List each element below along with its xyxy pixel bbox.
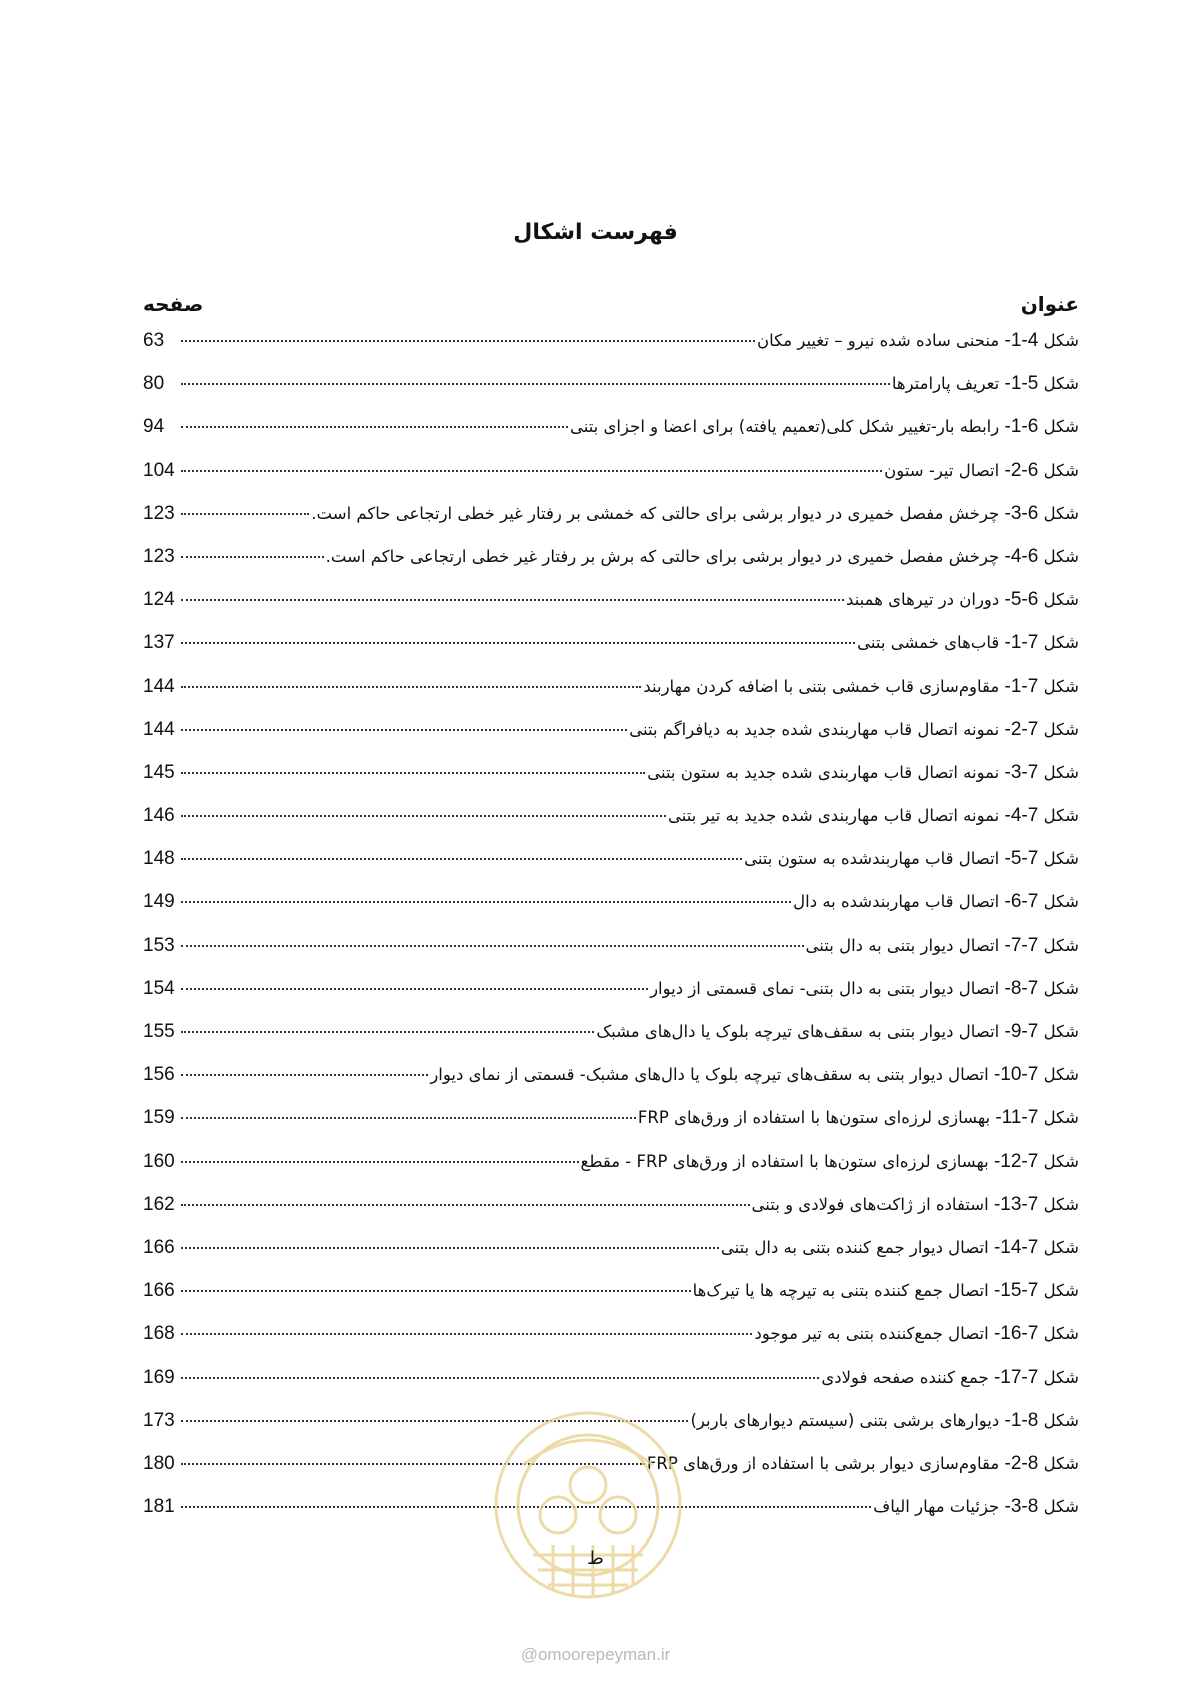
- toc-entry[interactable]: [143, 1323, 1079, 1366]
- page-column-header: صفحه: [143, 292, 204, 316]
- dot-leader: [181, 1161, 579, 1163]
- entry-number: 7-17-: [993, 1366, 1039, 1388]
- entry-number: 7-3-: [1004, 761, 1039, 783]
- entry-page: 173: [143, 1409, 175, 1431]
- dot-leader: [181, 729, 627, 731]
- entry-title: [629, 719, 1079, 741]
- entry-number: 6-2-: [1004, 459, 1039, 481]
- toc-entry[interactable]: [143, 1280, 1079, 1323]
- entry-number: 7-14-: [993, 1236, 1039, 1258]
- entry-title: [892, 373, 1079, 395]
- entry-title: [744, 848, 1079, 870]
- entry-text: بهسازی لرزه‌ای ستون‌ها با استفاده از ورق‌های FRP: [637, 1108, 991, 1128]
- toc-entry[interactable]: [143, 589, 1079, 632]
- entry-text: نمونه اتصال قاب مهاربندی شده جدید به تیر بتنی: [668, 806, 1000, 826]
- entry-text: اتصال دیوار بتنی به سقف‌های تیرچه بلوک یا دال‌های مشبک: [596, 1022, 1000, 1041]
- dot-leader: [181, 556, 324, 558]
- entry-page: 123: [143, 545, 175, 567]
- entry-title: [690, 1410, 1079, 1432]
- entry-number: 7-11-: [995, 1107, 1039, 1129]
- dot-leader: [181, 858, 742, 860]
- dot-leader: [181, 513, 309, 515]
- entry-text: اتصال دیوار بتنی به دال بتنی- نمای قسمتی از دیوار: [650, 978, 1000, 998]
- entry-label: شکل: [1043, 676, 1079, 696]
- entry-title: [668, 805, 1079, 827]
- entry-page: 162: [143, 1193, 175, 1215]
- dot-leader: [181, 383, 890, 385]
- toc-entry[interactable]: [143, 546, 1079, 589]
- entry-number: 7-12-: [993, 1150, 1039, 1172]
- entry-label: شکل: [1043, 1453, 1079, 1473]
- entry-title: [311, 503, 1079, 525]
- entry-label: شکل: [1043, 1065, 1079, 1085]
- entry-title: [638, 1107, 1079, 1129]
- entry-title: [570, 416, 1079, 438]
- toc-entry[interactable]: [143, 891, 1079, 934]
- dot-leader: [181, 1031, 594, 1033]
- entry-page: 180: [143, 1452, 175, 1474]
- entry-label: شکل: [1043, 892, 1079, 912]
- entry-text: جزئیات مهار الیاف: [873, 1497, 1000, 1517]
- entry-text: اتصال جمع‌کننده بتنی به تیر موجود: [754, 1324, 989, 1344]
- entry-page: 156: [143, 1064, 175, 1086]
- entry-page: 153: [143, 934, 175, 956]
- dot-leader: [181, 1204, 750, 1206]
- entry-number: 7-10-: [993, 1064, 1039, 1086]
- entry-number: 8-1-: [1004, 1409, 1039, 1431]
- entry-text: منحنی ساده شده نیرو – تغییر مکان: [757, 331, 1000, 350]
- entry-title: [596, 1021, 1079, 1043]
- entry-page: 123: [143, 502, 175, 524]
- entry-title: [430, 1064, 1079, 1086]
- dot-leader: [181, 901, 791, 903]
- toc-entry[interactable]: [143, 503, 1079, 546]
- title-column-header: عنوان: [1020, 292, 1079, 316]
- entry-text: مقاوم‌سازی قاب خمشی بتنی با اضافه کردن مهاربند: [643, 676, 1000, 696]
- entry-number: 8-2-: [1004, 1452, 1039, 1474]
- dot-leader: [181, 1247, 719, 1249]
- entry-text: نمونه اتصال قاب مهاربندی شده جدید به ستون بتنی: [647, 762, 1000, 782]
- entry-label: شکل: [1043, 1108, 1079, 1128]
- entry-number: 6-3-: [1004, 502, 1039, 524]
- entry-page: 80: [143, 373, 165, 395]
- entry-page: 63: [143, 330, 165, 351]
- entry-label: شکل: [1043, 374, 1079, 394]
- entry-text: مقاوم‌سازی دیوار برشی با استفاده از ورق‌های FRP: [646, 1453, 1000, 1473]
- entry-page: 160: [143, 1150, 175, 1172]
- toc-entry[interactable]: [143, 632, 1079, 675]
- toc-entry[interactable]: [143, 1021, 1079, 1064]
- dot-leader: [181, 772, 645, 774]
- entry-page: 144: [143, 675, 175, 697]
- dot-leader: [181, 1377, 819, 1379]
- entry-text: جمع کننده صفحه فولادی: [821, 1367, 989, 1387]
- entry-number: 8-3-: [1004, 1496, 1039, 1518]
- entry-page: 144: [143, 718, 175, 740]
- figure-list: [143, 330, 1079, 1539]
- toc-entry[interactable]: [143, 460, 1079, 503]
- dot-leader: [181, 1333, 752, 1335]
- entry-number: 7-7-: [1004, 934, 1039, 956]
- entry-number: 6-4-: [1004, 545, 1039, 567]
- entry-label: شکل: [1043, 806, 1079, 826]
- entry-label: شکل: [1043, 503, 1079, 523]
- dot-leader: [181, 945, 804, 947]
- entry-label: شکل: [1043, 460, 1079, 480]
- dot-leader: [181, 470, 882, 472]
- entry-page: 166: [143, 1280, 175, 1302]
- entry-page: 168: [143, 1323, 175, 1345]
- entry-title: [846, 589, 1079, 611]
- entry-page: 166: [143, 1236, 175, 1258]
- toc-entry[interactable]: [143, 978, 1079, 1021]
- entry-number: 7-6-: [1004, 891, 1039, 913]
- entry-text: اتصال تیر- ستون: [884, 460, 1000, 480]
- entry-title: [693, 1280, 1079, 1302]
- entry-title: [752, 1194, 1079, 1216]
- entry-text: اتصال قاب مهاربندشده به دال: [793, 892, 1000, 912]
- entry-number: 7-13-: [993, 1193, 1039, 1215]
- entry-number: 7-9-: [1004, 1021, 1039, 1042]
- entry-text: اتصال قاب مهاربندشده به ستون بتنی: [744, 849, 1000, 869]
- toc-entry[interactable]: [143, 416, 1079, 459]
- page-title: فهرست اشکال: [513, 220, 678, 245]
- entry-title: [821, 1367, 1079, 1389]
- entry-title: [857, 632, 1079, 654]
- toc-entry[interactable]: [143, 676, 1079, 719]
- entry-number: 6-5-: [1004, 589, 1039, 611]
- entry-text: اتصال جمع کننده بتنی به تیرچه ها یا تیرک‌ها: [692, 1281, 989, 1301]
- entry-text: اتصال دیوار بتنی به دال بتنی: [805, 935, 1000, 955]
- entry-label: شکل: [1043, 762, 1079, 782]
- entry-title: [754, 1323, 1079, 1345]
- entry-title: [721, 1237, 1079, 1259]
- entry-label: شکل: [1043, 1194, 1079, 1214]
- toc-entry[interactable]: [143, 330, 1079, 373]
- dot-leader: [181, 988, 648, 990]
- entry-number: 7-5-: [1004, 848, 1039, 870]
- entry-page: 159: [143, 1107, 175, 1129]
- dot-leader: [181, 642, 855, 644]
- entry-text: نمونه اتصال قاب مهاربندی شده جدید به دیافراگم بتنی: [629, 719, 1000, 739]
- entry-page: 169: [143, 1366, 175, 1388]
- entry-label: شکل: [1043, 1151, 1079, 1171]
- entry-label: شکل: [1043, 1497, 1079, 1517]
- entry-title: [873, 1496, 1079, 1518]
- dot-leader: [181, 340, 755, 342]
- toc-entry[interactable]: [143, 1194, 1079, 1237]
- entry-text: چرخش مفصل خمیری در دیوار برشی برای حالتی که خمشی بر رفتار غیر خطی ارتجاعی حاکم است.: [311, 503, 1000, 523]
- entry-page: 181: [143, 1496, 175, 1518]
- toc-entry[interactable]: [143, 719, 1079, 762]
- entry-label: شکل: [1043, 1022, 1079, 1041]
- dot-leader: [181, 1290, 691, 1292]
- entry-label: شکل: [1043, 1281, 1079, 1301]
- entry-label: شکل: [1043, 719, 1079, 739]
- entry-label: شکل: [1043, 978, 1079, 998]
- entry-page: 137: [143, 632, 175, 654]
- entry-page: 148: [143, 848, 175, 870]
- entry-title: [806, 935, 1079, 957]
- entry-label: شکل: [1043, 935, 1079, 955]
- dot-leader: [181, 686, 641, 688]
- entry-label: شکل: [1043, 1410, 1079, 1430]
- page-number: ط: [587, 1548, 604, 1569]
- entry-number: 7-1-: [1004, 675, 1039, 697]
- toc-entry[interactable]: [143, 1367, 1079, 1410]
- dot-leader: [181, 426, 568, 428]
- entry-title: [884, 460, 1079, 482]
- entry-page: 145: [143, 761, 175, 783]
- toc-entry[interactable]: [143, 762, 1079, 805]
- entry-title: [757, 330, 1079, 352]
- entry-label: شکل: [1043, 1324, 1079, 1344]
- toc-entry[interactable]: [143, 848, 1079, 891]
- entry-title: [647, 762, 1079, 784]
- entry-page: 146: [143, 805, 175, 827]
- toc-entry[interactable]: [143, 1237, 1079, 1280]
- entry-number: 7-15-: [993, 1280, 1039, 1302]
- entry-text: تعریف پارامترها: [891, 374, 1000, 394]
- entry-title: [793, 891, 1079, 913]
- entry-text: دوران در تیرهای همبند: [846, 590, 1000, 610]
- entry-number: 7-16-: [993, 1323, 1039, 1345]
- entry-title: [326, 546, 1079, 568]
- entry-page: 94: [143, 416, 165, 438]
- entry-number: 7-2-: [1004, 718, 1039, 740]
- entry-title: [647, 1453, 1079, 1475]
- entry-title: [643, 676, 1079, 698]
- entry-title: [650, 978, 1079, 1000]
- entry-label: شکل: [1043, 590, 1079, 610]
- footer-url: @omoorepeyman.ir: [520, 1645, 671, 1664]
- watermark-seal-icon: [483, 1405, 693, 1605]
- entry-page: 154: [143, 977, 175, 999]
- entry-text: استفاده از ژاکت‌های فولادی و بتنی: [751, 1194, 989, 1214]
- entry-text: رابطه بار-تغییر شکل کلی(تعمیم یافته) برای اعضا و اجزای بتنی: [569, 417, 1000, 437]
- entry-label: شکل: [1043, 417, 1079, 437]
- entry-text: چرخش مفصل خمیری در دیوار برشی برای حالتی که برش بر رفتار غیر خطی ارتجاعی حاکم است.: [325, 546, 1000, 566]
- dot-leader: [181, 1117, 636, 1119]
- toc-entry[interactable]: [143, 1107, 1079, 1150]
- dot-leader: [181, 599, 844, 601]
- toc-entry[interactable]: [143, 373, 1079, 416]
- entry-label: شکل: [1043, 849, 1079, 869]
- entry-page: 124: [143, 589, 175, 611]
- entry-number: 4-1-: [1004, 330, 1039, 351]
- toc-entry[interactable]: [143, 1151, 1079, 1194]
- entry-number: 7-8-: [1004, 977, 1039, 999]
- toc-entry[interactable]: [143, 935, 1079, 978]
- dot-leader: [181, 815, 666, 817]
- toc-entry[interactable]: [143, 805, 1079, 848]
- entry-text: قاب‌های خمشی بتنی: [857, 633, 1000, 653]
- entry-text: اتصال دیوار جمع کننده بتنی به دال بتنی: [720, 1237, 989, 1257]
- dot-leader: [181, 1074, 428, 1076]
- entry-page: 104: [143, 459, 175, 481]
- entry-number: 5-1-: [1004, 373, 1039, 395]
- entry-number: 7-4-: [1004, 805, 1039, 827]
- entry-text: اتصال دیوار بتنی به سقف‌های تیرچه بلوک یا دال‌های مشبک- قسمتی از نمای دیوار: [430, 1065, 989, 1085]
- entry-label: شکل: [1043, 633, 1079, 653]
- entry-label: شکل: [1043, 1237, 1079, 1257]
- entry-number: 6-1-: [1004, 416, 1039, 438]
- entry-label: شکل: [1043, 546, 1079, 566]
- entry-page: 149: [143, 891, 175, 913]
- entry-title: [581, 1151, 1079, 1173]
- entry-text: دیوارهای برشی بتنی (سیستم دیوارهای باربر): [690, 1410, 1000, 1430]
- toc-entry[interactable]: [143, 1064, 1079, 1107]
- entry-page: 155: [143, 1021, 175, 1042]
- entry-number: 7-1-: [1004, 632, 1039, 654]
- entry-label: شکل: [1043, 1367, 1079, 1387]
- entry-label: شکل: [1043, 331, 1079, 350]
- entry-text: بهسازی لرزه‌ای ستون‌ها با استفاده از ورق‌های FRP - مقطع: [580, 1151, 989, 1171]
